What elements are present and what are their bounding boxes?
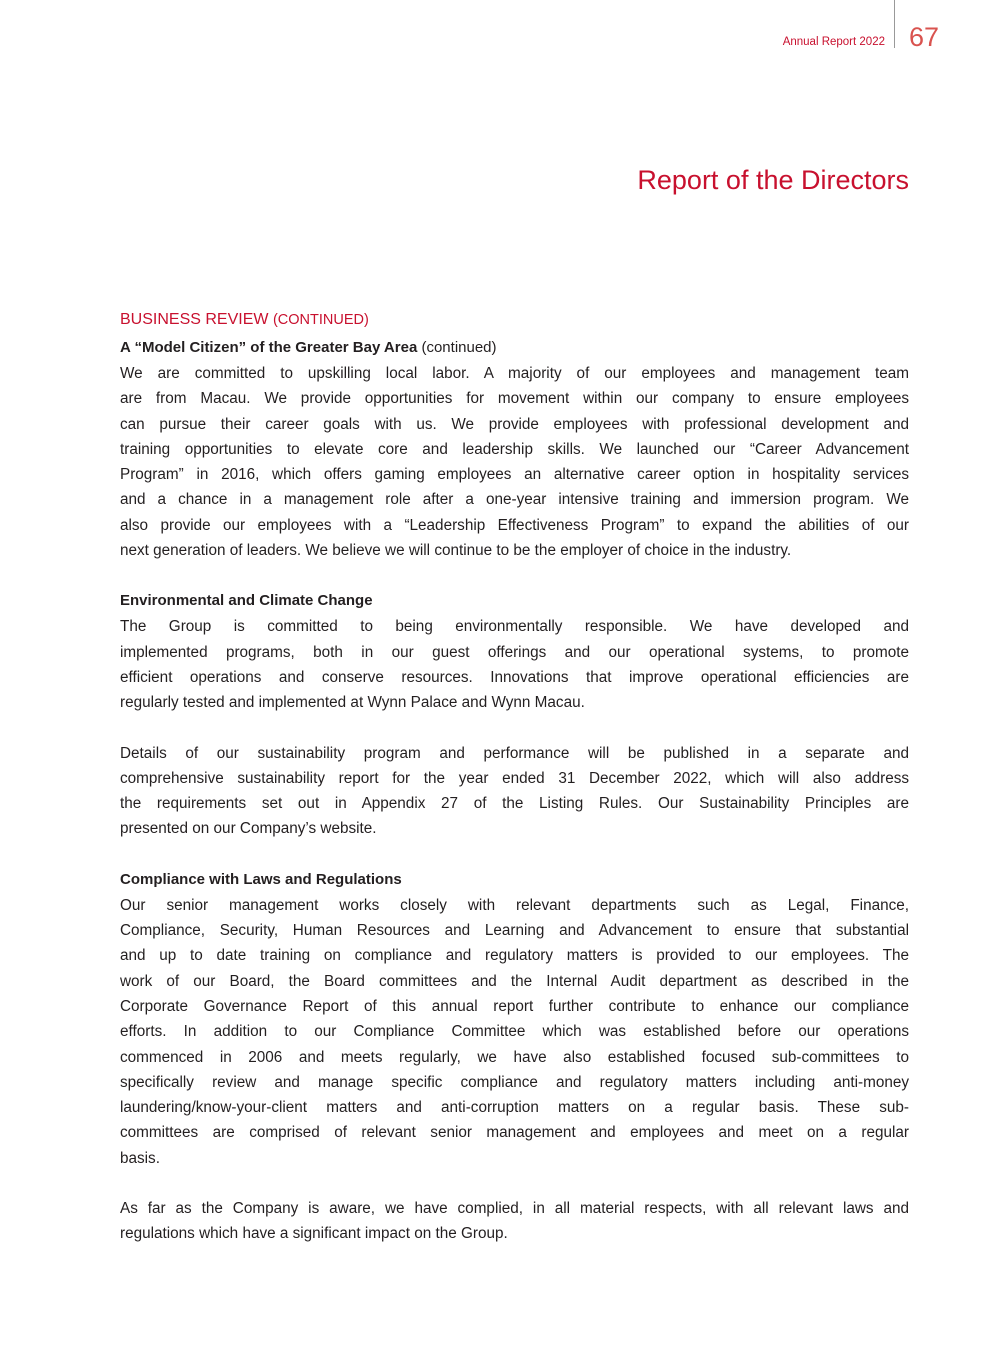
text-line: laundering/know-your-client matters and anti-corruption matters on a regular basis. These sub- xyxy=(120,1099,909,1117)
text-line: comprehensive sustainability report for the year ended 31 December 2022, which will also address xyxy=(120,769,909,787)
page-number: 67 xyxy=(909,22,940,52)
text-line: commenced in 2006 and meets regularly, we have also established focused sub-committees to xyxy=(120,1048,909,1066)
text-line: and a chance in a management role after a one-year intensive training and immersion program. We xyxy=(120,491,909,509)
subsection-title: Compliance with Laws and Regulations xyxy=(120,870,402,888)
subsection-heading xyxy=(120,588,909,614)
spacer xyxy=(120,716,909,741)
paragraph xyxy=(120,614,909,715)
text-line: regularly tested and implemented at Wynn Palace and Wynn Macau. xyxy=(120,694,585,712)
paragraph xyxy=(120,893,909,1171)
text-line: committees are comprised of relevant senior management and employees and meet on a regular xyxy=(120,1124,909,1142)
text-line: The Group is committed to being environmentally responsible. We have developed and xyxy=(120,618,909,636)
header-divider xyxy=(894,0,895,48)
section-title: BUSINESS REVIEW xyxy=(120,311,269,328)
text-line: efficient operations and conserve resources. Innovations that improve operational efficiencies are xyxy=(120,668,909,686)
text-line: Compliance, Security, Human Resources and Learning and Advancement to ensure that substantial xyxy=(120,922,909,940)
section-suffix: (CONTINUED) xyxy=(272,312,369,328)
spacer xyxy=(120,563,909,588)
text-line: the requirements set out in Appendix 27 of the Listing Rules. Our Sustainability Principles are xyxy=(120,795,909,813)
text-line: We are committed to upskilling local labor. A majority of our employees and management team xyxy=(120,365,909,382)
report-name: Annual Report 2022 xyxy=(782,36,885,48)
text-line: Details of our sustainability program and performance will be published in a separate and xyxy=(120,744,909,762)
text-line: Program” in 2016, which offers gaming employees an alternative career option in hospitality services xyxy=(120,466,909,484)
paragraph xyxy=(120,361,909,563)
text-line: Corporate Governance Report of this annual report further contribute to enhance our compliance xyxy=(120,997,909,1015)
text-line: Our senior management works closely with relevant departments such as Legal, Finance, xyxy=(120,896,909,914)
subsection-title: Environmental and Climate Change xyxy=(120,592,373,610)
section-heading xyxy=(120,311,909,335)
spacer xyxy=(120,1171,909,1196)
subsection-suffix: (continued) xyxy=(421,339,497,356)
paragraph xyxy=(120,741,909,842)
text-line: efforts. In addition to our Compliance Committee which was established before our operations xyxy=(120,1023,909,1041)
text-line: can pursue their career goals with us. We provide employees with professional development and xyxy=(120,415,909,433)
text-line: next generation of leaders. We believe we will continue to be the employer of choice in the industry. xyxy=(120,542,792,560)
subsection-title: A “Model Citizen” of the Greater Bay Area xyxy=(120,339,418,356)
text-line: also provide our employees with a “Leadership Effectiveness Program” to expand the abilities of our xyxy=(120,516,909,534)
spacer xyxy=(120,842,909,867)
text-line: basis. xyxy=(120,1149,160,1167)
text-line: work of our Board, the Board committees and the Internal Audit department as described in the xyxy=(120,972,909,990)
body-content xyxy=(120,311,909,1247)
page-title: Report of the Directors xyxy=(637,165,909,195)
text-line: implemented programs, both in our guest offerings and our operational systems, to promote xyxy=(120,643,909,661)
text-line: training opportunities to elevate core and leadership skills. We launched our “Career Advancement xyxy=(120,440,909,458)
text-line: As far as the Company is aware, we have complied, in all material respects, with all relevant laws and xyxy=(120,1200,909,1218)
text-line: are from Macau. We provide opportunities for movement within our company to ensure employees xyxy=(120,390,909,408)
text-line: specifically review and manage specific compliance and regulatory matters including anti-money xyxy=(120,1073,909,1091)
text-line: and up to date training on compliance and regulatory matters is provided to our employees. The xyxy=(120,947,909,965)
text-line: presented on our Company’s website. xyxy=(120,820,377,838)
paragraph xyxy=(120,1196,909,1247)
text-line: regulations which have a significant impact on the Group. xyxy=(120,1225,508,1243)
subsection-heading xyxy=(120,867,909,893)
subsection-heading xyxy=(120,335,909,361)
